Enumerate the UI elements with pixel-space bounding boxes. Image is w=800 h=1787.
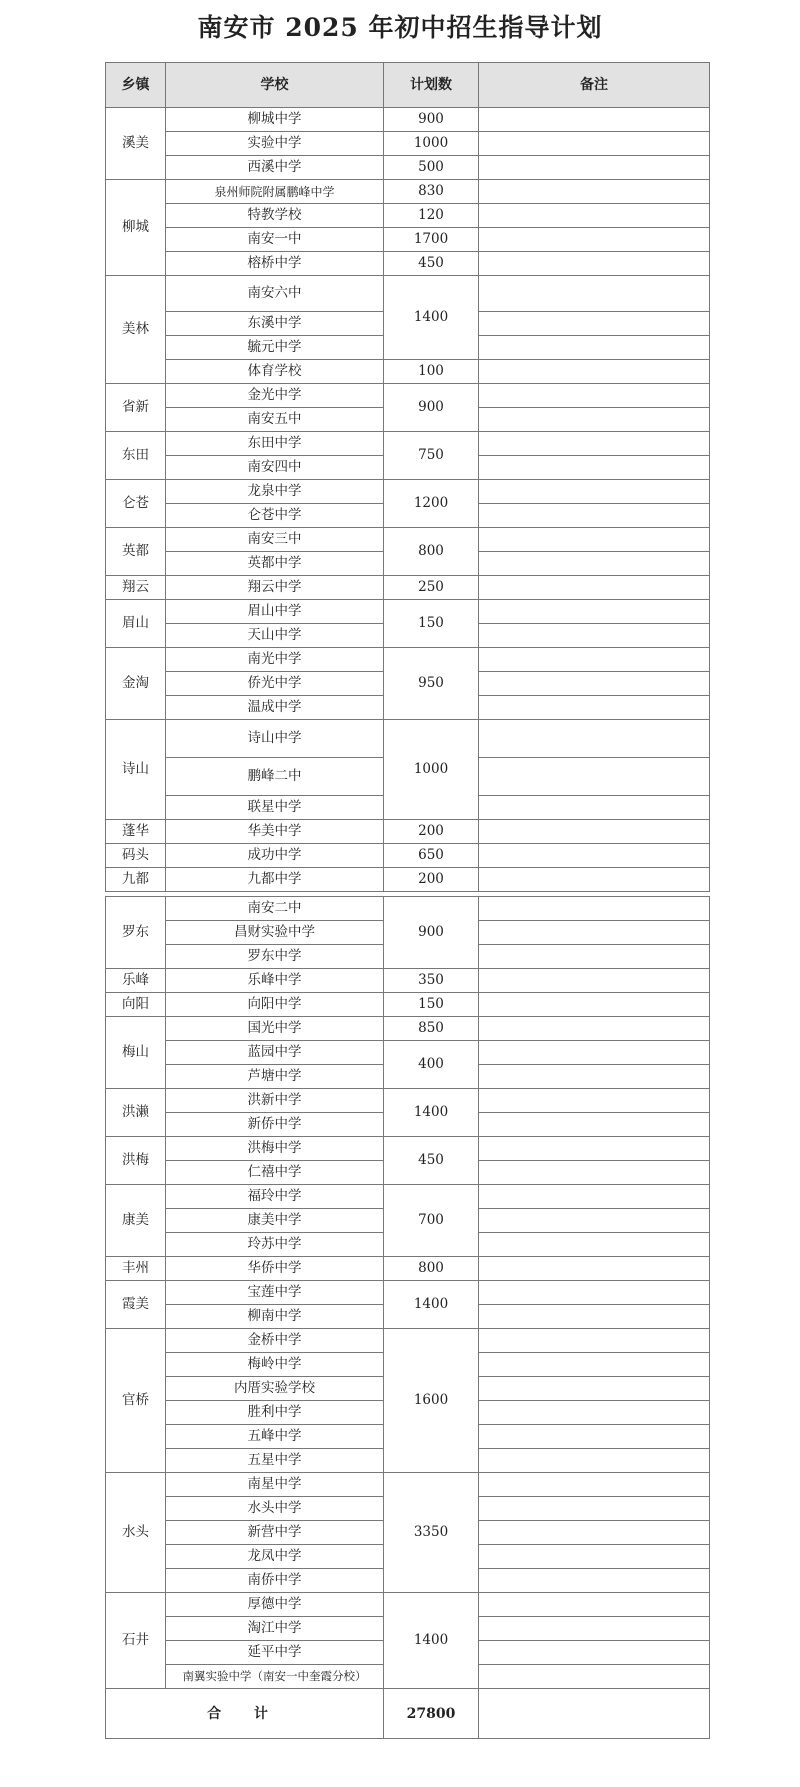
plan-cell: 1600 xyxy=(384,1329,479,1473)
table-row xyxy=(106,276,710,312)
note-cell xyxy=(479,132,710,156)
town-cell: 眉山 xyxy=(106,600,166,648)
note-cell xyxy=(479,1569,710,1593)
school-cell: 洪梅中学 xyxy=(166,1137,384,1161)
school-cell: 宝莲中学 xyxy=(166,1281,384,1305)
town-cell: 码头 xyxy=(106,844,166,868)
plan-cell: 800 xyxy=(384,528,479,576)
plan-cell: 800 xyxy=(384,1257,479,1281)
header-note: 备注 xyxy=(479,63,710,108)
town-cell: 柳城 xyxy=(106,180,166,276)
note-cell xyxy=(479,1401,710,1425)
table-row xyxy=(106,576,710,600)
plan-cell: 1400 xyxy=(384,1281,479,1329)
school-cell: 南光中学 xyxy=(166,648,384,672)
note-cell xyxy=(479,1617,710,1641)
school-cell: 金桥中学 xyxy=(166,1329,384,1353)
school-cell: 华侨中学 xyxy=(166,1257,384,1281)
note-cell xyxy=(479,504,710,528)
school-cell: 内厝实验学校 xyxy=(166,1377,384,1401)
plan-cell: 1700 xyxy=(384,228,479,252)
town-cell: 丰州 xyxy=(106,1257,166,1281)
town-cell: 洪濑 xyxy=(106,1089,166,1137)
note-cell xyxy=(479,480,710,504)
table-row xyxy=(106,897,710,921)
plan-cell: 900 xyxy=(384,108,479,132)
plan-cell: 700 xyxy=(384,1185,479,1257)
school-cell: 柳城中学 xyxy=(166,108,384,132)
school-cell: 水头中学 xyxy=(166,1497,384,1521)
note-cell xyxy=(479,432,710,456)
plan-cell: 250 xyxy=(384,576,479,600)
note-cell xyxy=(479,1233,710,1257)
plan-cell: 900 xyxy=(384,897,479,969)
note-cell xyxy=(479,1305,710,1329)
enrollment-table-part-1 xyxy=(105,62,710,892)
note-cell xyxy=(479,758,710,796)
note-cell xyxy=(479,204,710,228)
note-cell xyxy=(479,796,710,820)
school-cell: 英都中学 xyxy=(166,552,384,576)
table-row xyxy=(106,1017,710,1041)
school-cell: 体育学校 xyxy=(166,360,384,384)
school-cell: 南安三中 xyxy=(166,528,384,552)
plan-cell: 150 xyxy=(384,600,479,648)
note-cell xyxy=(479,312,710,336)
note-cell xyxy=(479,1689,710,1739)
note-cell xyxy=(479,600,710,624)
town-cell: 英都 xyxy=(106,528,166,576)
plan-cell: 3350 xyxy=(384,1473,479,1593)
table-row xyxy=(106,1137,710,1161)
total-label: 合 计 xyxy=(106,1689,384,1739)
table-row xyxy=(106,228,710,252)
school-cell: 南安四中 xyxy=(166,456,384,480)
note-cell xyxy=(479,1017,710,1041)
note-cell xyxy=(479,1497,710,1521)
note-cell xyxy=(479,384,710,408)
school-cell: 胜利中学 xyxy=(166,1401,384,1425)
plan-cell: 900 xyxy=(384,384,479,432)
school-cell: 蓝园中学 xyxy=(166,1041,384,1065)
note-cell xyxy=(479,672,710,696)
note-cell xyxy=(479,1353,710,1377)
table-row xyxy=(106,820,710,844)
note-cell xyxy=(479,156,710,180)
town-cell: 洪梅 xyxy=(106,1137,166,1185)
plan-cell: 850 xyxy=(384,1017,479,1041)
plan-cell: 100 xyxy=(384,360,479,384)
plan-cell: 950 xyxy=(384,648,479,720)
enrollment-table-part-2 xyxy=(105,896,710,1739)
school-cell: 泉州师院附属鹏峰中学 xyxy=(166,180,384,204)
school-cell: 榕桥中学 xyxy=(166,252,384,276)
school-cell: 五星中学 xyxy=(166,1449,384,1473)
school-cell: 淘江中学 xyxy=(166,1617,384,1641)
school-cell: 柳南中学 xyxy=(166,1305,384,1329)
town-cell: 东田 xyxy=(106,432,166,480)
table-row xyxy=(106,1257,710,1281)
plan-cell: 500 xyxy=(384,156,479,180)
note-cell xyxy=(479,180,710,204)
note-cell xyxy=(479,408,710,432)
note-cell xyxy=(479,1281,710,1305)
school-cell: 国光中学 xyxy=(166,1017,384,1041)
town-cell: 美林 xyxy=(106,276,166,384)
note-cell xyxy=(479,993,710,1017)
note-cell xyxy=(479,921,710,945)
table-row xyxy=(106,868,710,892)
table-row xyxy=(106,1281,710,1305)
note-cell xyxy=(479,1521,710,1545)
note-cell xyxy=(479,820,710,844)
school-cell: 洪新中学 xyxy=(166,1089,384,1113)
plan-cell: 1000 xyxy=(384,132,479,156)
plan-cell: 1200 xyxy=(384,480,479,528)
note-cell xyxy=(479,1041,710,1065)
note-cell xyxy=(479,1641,710,1665)
note-cell xyxy=(479,252,710,276)
note-cell xyxy=(479,456,710,480)
school-cell: 南安六中 xyxy=(166,276,384,312)
plan-cell: 1400 xyxy=(384,1089,479,1137)
note-cell xyxy=(479,576,710,600)
plan-cell: 200 xyxy=(384,820,479,844)
school-cell: 南翼实验中学（南安一中奎霞分校） xyxy=(166,1665,384,1689)
school-cell: 温成中学 xyxy=(166,696,384,720)
town-cell: 金淘 xyxy=(106,648,166,720)
table-row xyxy=(106,844,710,868)
table-row xyxy=(106,1041,710,1065)
note-cell xyxy=(479,1209,710,1233)
town-cell: 翔云 xyxy=(106,576,166,600)
school-cell: 侨光中学 xyxy=(166,672,384,696)
note-cell xyxy=(479,336,710,360)
plan-cell: 200 xyxy=(384,868,479,892)
plan-cell: 1400 xyxy=(384,1593,479,1689)
town-cell: 官桥 xyxy=(106,1329,166,1473)
school-cell: 南侨中学 xyxy=(166,1569,384,1593)
table-row xyxy=(106,1089,710,1113)
school-cell: 延平中学 xyxy=(166,1641,384,1665)
note-cell xyxy=(479,624,710,648)
note-cell xyxy=(479,945,710,969)
school-cell: 西溪中学 xyxy=(166,156,384,180)
table-row xyxy=(106,384,710,408)
school-cell: 梅岭中学 xyxy=(166,1353,384,1377)
plan-cell: 150 xyxy=(384,993,479,1017)
note-cell xyxy=(479,108,710,132)
school-cell: 东田中学 xyxy=(166,432,384,456)
table-row xyxy=(106,648,710,672)
note-cell xyxy=(479,1113,710,1137)
note-cell xyxy=(479,1449,710,1473)
town-cell: 诗山 xyxy=(106,720,166,820)
plan-cell: 450 xyxy=(384,252,479,276)
table-row xyxy=(106,108,710,132)
town-cell: 蓬华 xyxy=(106,820,166,844)
school-cell: 特教学校 xyxy=(166,204,384,228)
plan-cell: 750 xyxy=(384,432,479,480)
school-cell: 联星中学 xyxy=(166,796,384,820)
note-cell xyxy=(479,648,710,672)
note-cell xyxy=(479,228,710,252)
total-row xyxy=(106,1689,710,1739)
school-cell: 南安二中 xyxy=(166,897,384,921)
school-cell: 南安五中 xyxy=(166,408,384,432)
school-cell: 华美中学 xyxy=(166,820,384,844)
school-cell: 成功中学 xyxy=(166,844,384,868)
town-cell: 康美 xyxy=(106,1185,166,1257)
table-row xyxy=(106,720,710,758)
school-cell: 天山中学 xyxy=(166,624,384,648)
school-cell: 龙凤中学 xyxy=(166,1545,384,1569)
header-town: 乡镇 xyxy=(106,63,166,108)
table-row xyxy=(106,528,710,552)
note-cell xyxy=(479,1545,710,1569)
town-cell: 九都 xyxy=(106,868,166,892)
note-cell xyxy=(479,1089,710,1113)
school-cell: 玲苏中学 xyxy=(166,1233,384,1257)
school-cell: 九都中学 xyxy=(166,868,384,892)
school-cell: 仁禧中学 xyxy=(166,1161,384,1185)
note-cell xyxy=(479,969,710,993)
note-cell xyxy=(479,1593,710,1617)
plan-cell: 400 xyxy=(384,1041,479,1089)
town-cell: 溪美 xyxy=(106,108,166,180)
table-row xyxy=(106,1593,710,1617)
school-cell: 眉山中学 xyxy=(166,600,384,624)
school-cell: 新侨中学 xyxy=(166,1113,384,1137)
table-row xyxy=(106,969,710,993)
header-row xyxy=(106,63,710,108)
note-cell xyxy=(479,552,710,576)
school-cell: 南星中学 xyxy=(166,1473,384,1497)
table-row xyxy=(106,600,710,624)
note-cell xyxy=(479,360,710,384)
header-school: 学校 xyxy=(166,63,384,108)
table-row xyxy=(106,1473,710,1497)
school-cell: 昌财实验中学 xyxy=(166,921,384,945)
town-cell: 罗东 xyxy=(106,897,166,969)
school-cell: 金光中学 xyxy=(166,384,384,408)
note-cell xyxy=(479,1185,710,1209)
table-row xyxy=(106,180,710,204)
note-cell xyxy=(479,868,710,892)
note-cell xyxy=(479,720,710,758)
note-cell xyxy=(479,1377,710,1401)
note-cell xyxy=(479,897,710,921)
note-cell xyxy=(479,1257,710,1281)
school-cell: 翔云中学 xyxy=(166,576,384,600)
note-cell xyxy=(479,1329,710,1353)
school-cell: 诗山中学 xyxy=(166,720,384,758)
plan-cell: 450 xyxy=(384,1137,479,1185)
plan-cell: 1400 xyxy=(384,276,479,360)
total-value: 27800 xyxy=(384,1689,479,1739)
table-row xyxy=(106,1329,710,1353)
table-row xyxy=(106,132,710,156)
table-row xyxy=(106,252,710,276)
table-row xyxy=(106,480,710,504)
note-cell xyxy=(479,696,710,720)
school-cell: 鹏峰二中 xyxy=(166,758,384,796)
note-cell xyxy=(479,1473,710,1497)
plan-cell: 120 xyxy=(384,204,479,228)
school-cell: 康美中学 xyxy=(166,1209,384,1233)
plan-cell: 650 xyxy=(384,844,479,868)
note-cell xyxy=(479,276,710,312)
school-cell: 龙泉中学 xyxy=(166,480,384,504)
town-cell: 水头 xyxy=(106,1473,166,1593)
school-cell: 实验中学 xyxy=(166,132,384,156)
town-cell: 石井 xyxy=(106,1593,166,1689)
town-cell: 霞美 xyxy=(106,1281,166,1329)
plan-cell: 830 xyxy=(384,180,479,204)
school-cell: 南安一中 xyxy=(166,228,384,252)
town-cell: 梅山 xyxy=(106,1017,166,1089)
school-cell: 厚德中学 xyxy=(166,1593,384,1617)
school-cell: 罗东中学 xyxy=(166,945,384,969)
page-title: 南安市 2025 年初中招生指导计划 xyxy=(197,13,603,42)
note-cell xyxy=(479,528,710,552)
school-cell: 新营中学 xyxy=(166,1521,384,1545)
table-row xyxy=(106,993,710,1017)
note-cell xyxy=(479,1665,710,1689)
school-cell: 芦塘中学 xyxy=(166,1065,384,1089)
header-plan: 计划数 xyxy=(384,63,479,108)
school-cell: 乐峰中学 xyxy=(166,969,384,993)
table-row xyxy=(106,1185,710,1209)
table-row xyxy=(106,156,710,180)
plan-cell: 350 xyxy=(384,969,479,993)
note-cell xyxy=(479,1137,710,1161)
note-cell xyxy=(479,1161,710,1185)
school-cell: 福玲中学 xyxy=(166,1185,384,1209)
school-cell: 东溪中学 xyxy=(166,312,384,336)
town-cell: 向阳 xyxy=(106,993,166,1017)
town-cell: 仑苍 xyxy=(106,480,166,528)
table-row xyxy=(106,204,710,228)
note-cell xyxy=(479,844,710,868)
town-cell: 乐峰 xyxy=(106,969,166,993)
note-cell xyxy=(479,1425,710,1449)
table-row xyxy=(106,360,710,384)
town-cell: 省新 xyxy=(106,384,166,432)
school-cell: 五峰中学 xyxy=(166,1425,384,1449)
note-cell xyxy=(479,1065,710,1089)
school-cell: 仑苍中学 xyxy=(166,504,384,528)
plan-cell: 1000 xyxy=(384,720,479,820)
table-row xyxy=(106,432,710,456)
school-cell: 毓元中学 xyxy=(166,336,384,360)
school-cell: 向阳中学 xyxy=(166,993,384,1017)
